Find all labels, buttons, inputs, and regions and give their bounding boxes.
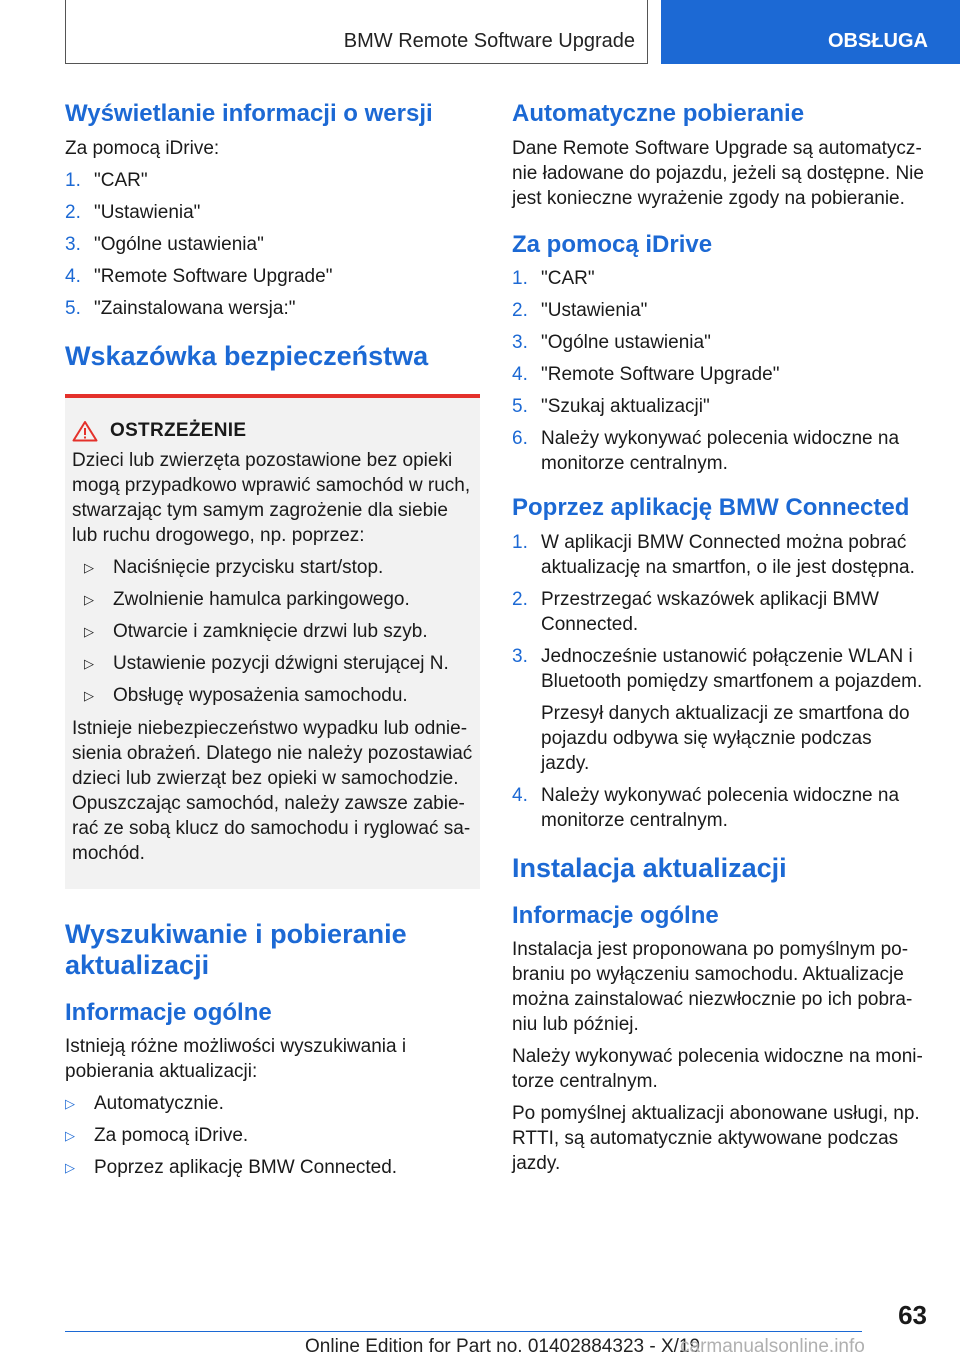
warning-intro: Dzieci lub zwierzęta pozostawione bez opieki mogą przypadkowo wprawić samochód w ruch, stwarzając tym samym zagrożenie dla siebie lub ruchu drogowego, np. poprzez: — [72, 449, 471, 546]
item-text: Poprzez aplikację BMW Connected. — [94, 1157, 398, 1179]
warning-outro: Istnieje niebezpieczeństwo wypadku lub odniesienia obrażeń. Dlatego nie należy pozostawiać dzieci lub zwierząt bez opieki w samochodzie. Opuszczając samochód, należy zawsze zabierać ze sobą klucz do samochodu i ryglować samochód. — [72, 717, 473, 864]
app-heading: Poprzez aplikację BMW Connected — [512, 494, 910, 522]
bullet-triangle-icon: ▷ — [65, 1128, 75, 1144]
app-steps — [512, 530, 924, 833]
step-text: Przestrzegać wskazówek aplikacji BMW Connected. — [541, 588, 879, 635]
list-item — [65, 1123, 480, 1148]
item-text: Naciśnięcie przycisku start/stop. — [113, 556, 384, 578]
general-text: Istnieją różne możliwości wyszukiwania i pobierania aktualizacji: — [65, 1036, 407, 1083]
page-number: 63 — [898, 1300, 927, 1330]
header-title-box — [65, 0, 648, 64]
right-column — [512, 100, 924, 1183]
list-item — [65, 1091, 480, 1116]
step-text: "Remote Software Upgrade" — [541, 364, 780, 386]
footer-watermark: carmanualsonline.info — [680, 1336, 865, 1357]
step-number: 5. — [65, 297, 81, 319]
item-text: Ustawienie pozycji dźwigni sterującej N. — [113, 652, 449, 674]
footer-divider — [65, 1331, 862, 1332]
list-item — [512, 266, 924, 291]
step-number: 1. — [512, 531, 528, 553]
step-text: "Ogólne ustawienia" — [541, 332, 711, 354]
step-number: 6. — [512, 428, 528, 450]
step-text: Jednocześnie ustanowić połączenie WLAN i Bluetooth pomiędzy smartfonem a pojazdem. — [541, 645, 923, 692]
step-text: "Ustawienia" — [94, 201, 201, 223]
list-item — [512, 362, 924, 387]
general-heading: Informacje ogólne — [65, 998, 272, 1026]
warning-items — [72, 555, 473, 708]
bullet-triangle-icon: ▷ — [84, 655, 94, 671]
header-title: BMW Remote Software Upgrade — [343, 30, 635, 52]
step-text: "CAR" — [541, 268, 595, 290]
list-item — [65, 168, 480, 193]
step-number: 2. — [65, 201, 81, 223]
list-item — [512, 644, 924, 776]
list-item — [512, 783, 924, 833]
list-item — [72, 555, 473, 580]
install-paragraph-2: Należy wykonywać polecenia widoczne na monitorze centralnym. — [512, 1046, 923, 1093]
header-section-label: OBSŁUGA — [828, 30, 928, 52]
step-number: 3. — [65, 233, 81, 255]
bullet-triangle-icon: ▷ — [84, 559, 94, 575]
step-text: "Remote Software Upgrade" — [94, 265, 333, 287]
list-item — [65, 232, 480, 257]
idrive-steps — [512, 266, 924, 476]
list-item — [512, 530, 924, 580]
list-item — [512, 394, 924, 419]
version-steps — [65, 168, 480, 321]
header-section-tab[interactable] — [661, 0, 960, 64]
list-item — [512, 298, 924, 323]
step-text: "Szukaj aktualizacji" — [541, 396, 710, 418]
step-text: Należy wykonywać polecenia widoczne na monitorze centralnym. — [541, 784, 900, 831]
list-item — [512, 330, 924, 355]
step-number: 2. — [512, 300, 528, 322]
step-number: 3. — [512, 332, 528, 354]
install-paragraph-3: Po pomyślnej aktualizacji abonowane usługi, np. RTTI, są automatycznie aktywowane podczas jazdy. — [512, 1103, 920, 1175]
step-number: 1. — [512, 268, 528, 290]
safety-heading: Wskazówka bezpieczeństwa — [65, 340, 429, 371]
install-heading: Instalacja aktualizacji — [512, 852, 787, 883]
list-item — [65, 296, 480, 321]
step-number: 1. — [65, 169, 81, 191]
general-items — [65, 1091, 480, 1180]
version-intro: Za pomocą iDrive: — [65, 137, 220, 159]
step-text: "Ustawienia" — [541, 300, 648, 322]
install-general-heading: Informacje ogólne — [512, 901, 719, 929]
idrive-heading: Za pomocą iDrive — [512, 230, 713, 258]
warning-header — [72, 420, 473, 442]
step-continuation: Przesył danych aktualizacji ze smartfona do pojazdu odbywa się wyłącznie podczas jazdy. — [541, 702, 910, 774]
item-text: Otwarcie i zamknięcie drzwi lub szyb. — [113, 620, 428, 642]
step-number: 3. — [512, 645, 528, 667]
version-heading: Wyświetlanie informacji o wersji — [65, 100, 433, 127]
warning-title: OSTRZEŻENIE — [110, 419, 247, 441]
step-number: 4. — [65, 265, 81, 287]
warning-box — [65, 394, 480, 889]
list-item — [512, 587, 924, 637]
step-number: 2. — [512, 588, 528, 610]
list-item — [72, 651, 473, 676]
item-text: Obsługę wyposażenia samochodu. — [113, 684, 408, 706]
item-text: Zwolnienie hamulca parkingowego. — [113, 588, 410, 610]
list-item — [512, 426, 924, 476]
step-number: 5. — [512, 396, 528, 418]
auto-download-text: Dane Remote Software Upgrade są automatycznie ładowane do pojazdu, jeżeli są dostępne. Nie jest konieczne wyrażenie zgody na pobieranie. — [512, 137, 924, 209]
step-text: W aplikacji BMW Connected można pobrać aktualizację na smartfon, o ile jest dostępna. — [541, 531, 915, 578]
list-item — [65, 264, 480, 289]
step-text: "Zainstalowana wersja:" — [94, 297, 296, 319]
step-text: "Ogólne ustawienia" — [94, 233, 264, 255]
install-paragraph-1: Instalacja jest proponowana po pomyślnym pobraniu po wyłączeniu samochodu. Aktualizacje można zainstalować niezwłocznie po ich pobraniu lub później. — [512, 939, 913, 1036]
step-text: Należy wykonywać polecenia widoczne na monitorze centralnym. — [541, 428, 900, 475]
step-number: 4. — [512, 784, 528, 806]
list-item — [72, 683, 473, 708]
step-text: "CAR" — [94, 169, 148, 191]
list-item — [65, 200, 480, 225]
list-item — [65, 1155, 480, 1180]
item-text: Za pomocą iDrive. — [94, 1125, 249, 1147]
item-text: Automatycznie. — [94, 1093, 224, 1115]
left-column — [65, 100, 480, 1188]
search-heading: Wyszukiwanie i pobieranie aktualizacji — [65, 918, 407, 980]
bullet-triangle-icon: ▷ — [65, 1160, 75, 1176]
warning-triangle-icon — [72, 420, 98, 442]
bullet-triangle-icon: ▷ — [65, 1096, 75, 1112]
bullet-triangle-icon: ▷ — [84, 591, 94, 607]
bullet-triangle-icon: ▷ — [84, 623, 94, 639]
step-number: 4. — [512, 364, 528, 386]
list-item — [72, 587, 473, 612]
footer-edition: Online Edition for Part no. 01402884323 - X/19 — [305, 1336, 701, 1357]
list-item — [72, 619, 473, 644]
auto-download-heading: Automatyczne pobieranie — [512, 100, 805, 127]
bullet-triangle-icon: ▷ — [84, 687, 94, 703]
